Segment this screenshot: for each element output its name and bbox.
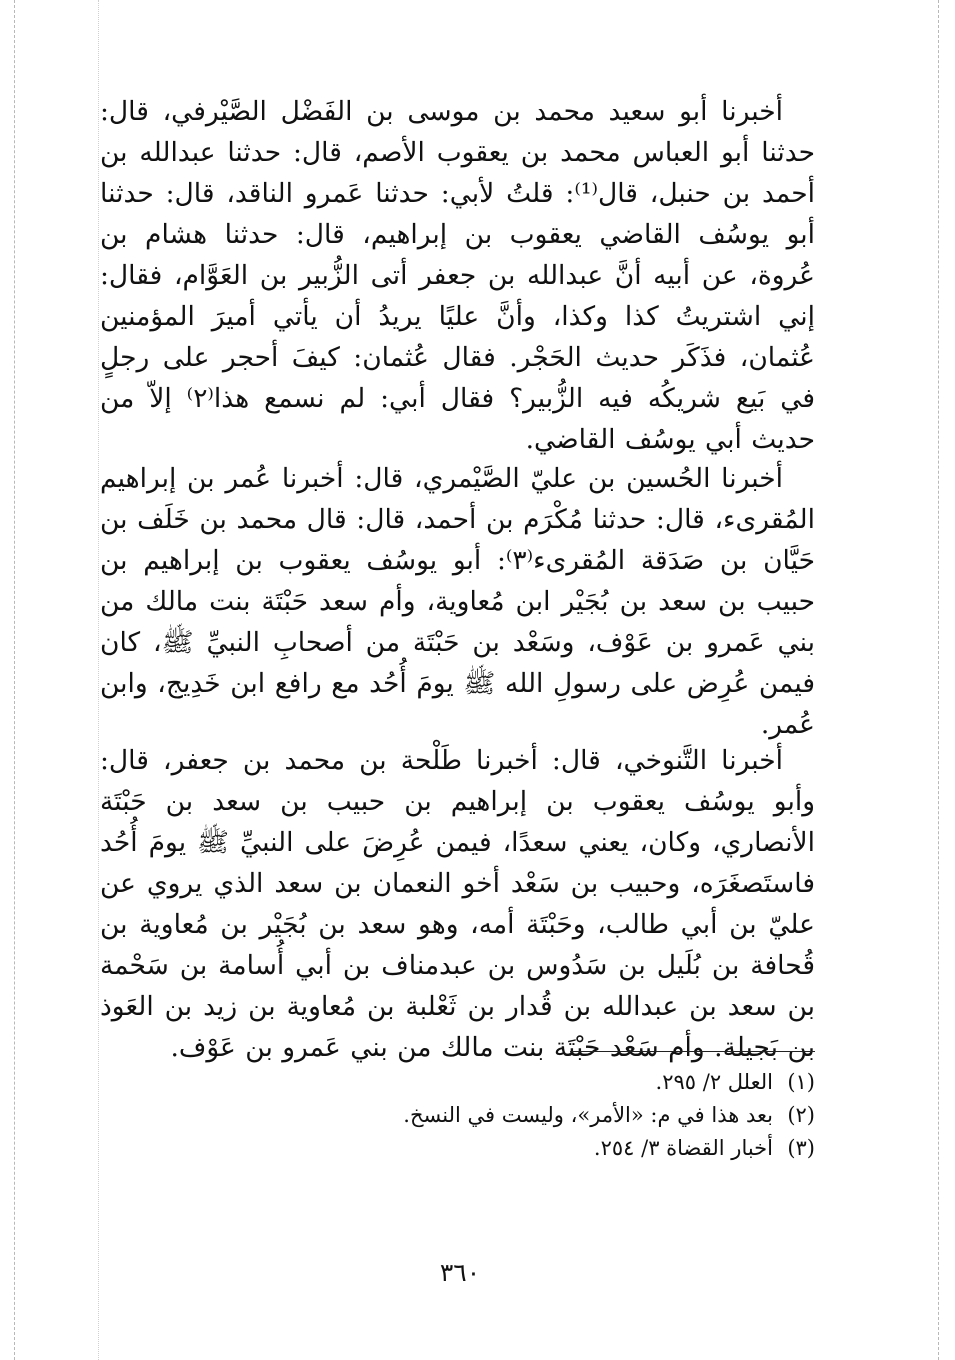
footnote-number: (١) <box>787 1070 815 1094</box>
footnotes <box>300 1066 815 1165</box>
scan-edge-mark-inner <box>98 0 99 1360</box>
paragraph-text: أخبرنا التَّنوخي، قال: أخبرنا طَلْحة بن محمد بن جعفر، قال: وأبو يوسُف يعقوب بن إبراهيم بن حبيب بن سعد بن حَبْتَة الأنصاري، وكان، يعني سعدًا، فيمن عُرِضَ على النبيِّ ﷺ يومَ أُحُد فاستَصغَرَه، وحبيب بن سَعْد أخو النعمان بن سعد الذي يروي عن عليّ بن أبي طالب، وحَبْتَة أمه، وهو سعد بن بُجَيْر بن مُعاوية بن قُحافة بن بُلَيل بن سَدُوس بن عبدمناف بن أبي أُسامة بن سَحْمة بن سعد بن عبدالله بن قُدار بن ثَعْلبة بن مُعاوية بن زيد بن العَوذ بن بَجيلة. وأم سَعْد حَبْتَة بنت مالك من بني عَمرو بن عَوْف. <box>100 745 815 1063</box>
footnote-2 <box>300 1099 815 1132</box>
scan-edge-mark-left <box>14 0 15 1360</box>
footnote-text: العلل ٢/ ٢٩٥. <box>655 1070 773 1094</box>
footnote-number: (٣) <box>787 1136 815 1160</box>
paragraph-text: أخبرنا أبو سعيد محمد بن موسى بن الفَضْل الصَّيْرفي، قال: حدثنا أبو العباس محمد بن يعقوب الأصم، قال: حدثنا عبدالله بن أحمد بن حنبل، قال⁽¹⁾: قلتُ لأبي: حدثنا عَمرو الناقد، قال: حدثنا أبو يوسُف القاضي يعقوب بن إبراهيم، قال: حدثنا هشام بن عُروة، عن أبيه أنَّ عبدالله بن جعفر أتى الزُّبير بن العَوَّام، فقال: إني اشتريتُ كذا وكذا، وأنَّ عليًا يريدُ أن يأتي أميرَ المؤمنين عُثمان، فذَكَر حديث الحَجْر. فقال عُثمان: كيفَ أحجر على رجلٍ في بَيع شريكُه فيه الزُّبير؟ فقال أبي: لم نسمع هذا⁽٢⁾ إلاّ من حديث أبي يوسُف القاضي. <box>100 96 815 455</box>
main-text-paragraph-2 <box>100 458 815 745</box>
footnote-3 <box>300 1132 815 1165</box>
page-number: ٣٦٠ <box>439 1258 481 1287</box>
footnote-text: أخبار القضاة ٣/ ٢٥٤. <box>593 1136 773 1160</box>
footnote-separator <box>570 1051 815 1052</box>
footnote-1 <box>300 1066 815 1099</box>
footnote-text: بعد هذا في م: «الأمر»، وليست في النسخ. <box>403 1103 773 1127</box>
main-text-paragraph-3 <box>100 740 815 1068</box>
paragraph-text: أخبرنا الحُسين بن عليّ الصَّيْمري، قال: أخبرنا عُمر بن إبراهيم المُقرىء، قال: حدثنا مُكْرَم بن أحمد، قال: قال محمد بن خَلَف بن حَيَّان بن صَدَقة المُقرىء⁽٣⁾: أبو يوسُف يعقوب بن إبراهيم بن حبيب بن سعد بن بُجَيْر ابن مُعاوية، وأم سعد حَبْتَة بنت مالك من بني عَمرو بن عَوْف، وسَعْد بن حَبْتَة من أصحابِ النبيِّ ﷺ، كان فيمن عُرِض على رسولِ الله ﷺ يومَ أُحُد مع رافع ابن خَدِيج، وابن عُمر. <box>100 463 815 740</box>
scan-edge-mark-right <box>938 0 939 1360</box>
main-text-paragraph-1 <box>100 91 815 460</box>
footnote-number: (٢) <box>787 1103 815 1127</box>
